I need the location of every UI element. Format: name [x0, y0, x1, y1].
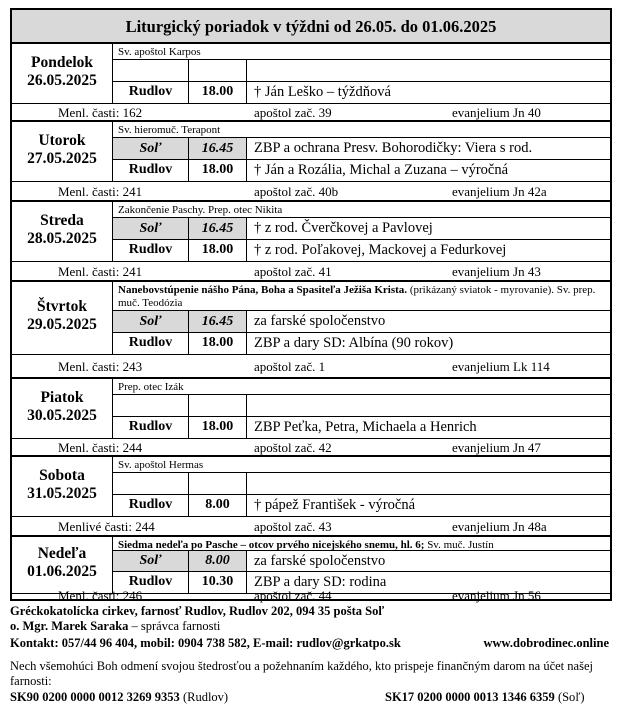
service-intention: za farské spoločenstvo	[254, 313, 386, 329]
service-time	[189, 395, 247, 416]
service-intention: † z rod. Poľakovej, Mackovej a Fedurkovej	[254, 242, 507, 258]
day-title: Streda	[40, 211, 84, 229]
reading-gospel: evanjelium Jn 43	[452, 264, 541, 279]
day-date: 28.05.2025	[27, 229, 97, 247]
day-name	[12, 212, 112, 248]
service-time: 10.30	[189, 572, 247, 593]
day-block	[12, 379, 610, 457]
reading-apostle: apoštol zač. 41	[254, 264, 332, 279]
day-title: Nedeľa	[37, 545, 87, 562]
feast-note	[112, 379, 610, 395]
service-time	[189, 60, 247, 81]
reading-apostle: apoštol zač. 39	[254, 105, 332, 120]
readings-row	[12, 516, 610, 535]
service-place: Soľ	[113, 311, 189, 332]
reading-gospel: evanjelium Jn 42a	[452, 184, 547, 199]
feast-text: Sv. muč. Justín	[427, 539, 494, 551]
day-title: Piatok	[40, 388, 84, 406]
priest-name: o. Mgr. Marek Saraka	[10, 619, 129, 633]
feast-note	[112, 457, 610, 473]
reading-parts: Menl. časti: 246	[58, 588, 143, 603]
parish-address: Gréckokatolícka cirkev, farnosť Rudlov, Rudlov 202, 094 35 pošta Soľ	[10, 604, 385, 618]
service-time: 16.45	[189, 138, 247, 159]
priest-role: – správca farnosti	[131, 619, 221, 633]
contact-info: Kontakt: 057/44 96 404, mobil: 0904 738 582, E-mail: rudlov@grkatpo.sk	[10, 636, 401, 650]
service-intention: ZBP a dary SD: Albína (90 rokov)	[254, 335, 454, 351]
reading-gospel: evanjelium Jn 40	[452, 105, 541, 120]
feast-text: Sv. hieromuč. Terapont	[118, 124, 221, 136]
bank-accounts	[10, 690, 615, 705]
service-place	[113, 60, 189, 81]
feast-title: Nanebovstúpenie nášho Pána, Boha a Spasiteľa Ježiša Krista.	[118, 284, 408, 296]
service-time: 18.00	[189, 417, 247, 438]
service-intention	[247, 473, 610, 494]
day-date: 26.05.2025	[27, 71, 97, 89]
service-place: Rudlov	[113, 495, 189, 516]
service-place: Soľ	[113, 551, 189, 571]
feast-text: Prep. otec Izák	[118, 381, 184, 393]
service-row	[112, 240, 610, 261]
service-place	[113, 395, 189, 416]
service-intention	[247, 60, 610, 81]
readings-row	[12, 438, 610, 455]
reading-apostle: apoštol zač. 42	[254, 440, 332, 455]
reading-apostle: apoštol zač. 43	[254, 519, 332, 534]
readings-row	[12, 261, 610, 280]
day-date: 27.05.2025	[27, 149, 97, 167]
day-date: 29.05.2025	[27, 316, 97, 333]
feast-note	[112, 44, 610, 60]
feast-text: Sv. apoštol Hermas	[118, 459, 204, 471]
readings-row	[12, 181, 610, 200]
priest-line	[10, 619, 615, 634]
service-intention: † z rod. Čverčkovej a Pavlovej	[254, 220, 433, 236]
feast-text: Sv. apoštol Karpos	[118, 46, 201, 58]
service-time: 8.00	[189, 551, 247, 571]
day-name	[12, 389, 112, 425]
day-date: 01.06.2025	[27, 563, 97, 580]
reading-parts: Menl. časti: 241	[58, 264, 143, 279]
reading-gospel: evanjelium Jn 48a	[452, 519, 547, 534]
service-place: Soľ	[113, 218, 189, 239]
service-intention: ZBP a dary SD: rodina	[254, 574, 387, 590]
service-time: 18.00	[189, 160, 247, 181]
service-row	[112, 160, 610, 181]
day-name	[12, 545, 112, 581]
feast-text: Zakončenie Paschy. Prep. otec Nikita	[118, 204, 283, 216]
day-block	[12, 537, 610, 603]
day-block	[12, 457, 610, 537]
service-intention: † Ján Leško – týždňová	[254, 84, 391, 100]
reading-apostle: apoštol zač. 40b	[254, 184, 339, 199]
service-intention	[247, 395, 610, 416]
reading-apostle: apoštol zač. 44	[254, 588, 332, 603]
schedule-table	[10, 8, 612, 601]
reading-parts: Menlivé časti: 244	[58, 519, 155, 534]
iban-sol-place: (Soľ)	[557, 690, 585, 704]
parish-line	[10, 604, 615, 619]
day-block	[12, 282, 610, 379]
reading-parts: Menl. časti: 162	[58, 105, 143, 120]
service-row	[112, 82, 610, 103]
service-intention: za farské spoločenstvo	[254, 553, 386, 569]
website-link[interactable]: www.dobrodinec.online	[483, 636, 609, 650]
feast-title: Siedma nedeľa po Pasche – otcov prvého nicejského snemu, hl. 6;	[118, 539, 425, 551]
service-intention: † pápež František - výročná	[254, 497, 416, 513]
service-row	[112, 333, 610, 354]
service-place: Soľ	[113, 138, 189, 159]
service-row	[112, 60, 610, 82]
schedule-title: Liturgický poriadok v týždni od 26.05. do 01.06.2025	[12, 10, 610, 44]
iban-rudlov: SK90 0200 0000 0012 3269 9353	[10, 690, 180, 704]
day-block	[12, 122, 610, 202]
readings-row	[12, 103, 610, 120]
readings-row	[12, 354, 610, 377]
reading-gospel: evanjelium Jn 56	[452, 588, 541, 603]
service-time: 16.45	[189, 311, 247, 332]
service-place: Rudlov	[113, 572, 189, 593]
feast-note	[112, 537, 610, 551]
service-time	[189, 473, 247, 494]
service-row	[112, 218, 610, 240]
feast-note	[112, 202, 610, 218]
reading-parts: Menl. časti: 244	[58, 440, 143, 455]
service-row	[112, 551, 610, 572]
service-row	[112, 417, 610, 438]
day-title: Sobota	[39, 466, 85, 484]
feast-text: (prikázaný sviatok - myrovanie). Sv. prep. muč. Teodózia	[118, 284, 596, 309]
day-block	[12, 202, 610, 282]
service-place: Rudlov	[113, 160, 189, 181]
reading-gospel: evanjelium Lk 114	[452, 359, 550, 374]
day-date: 30.05.2025	[27, 406, 97, 424]
readings-row	[12, 588, 610, 603]
service-place: Rudlov	[113, 417, 189, 438]
day-block	[12, 44, 610, 122]
feast-note	[112, 282, 610, 311]
iban-sol: SK17 0200 0000 0013 1346 6359	[385, 690, 555, 704]
service-row	[112, 495, 610, 516]
contact-line	[10, 636, 615, 651]
service-row	[112, 395, 610, 417]
reading-parts: Menl. časti: 241	[58, 184, 143, 199]
reading-gospel: evanjelium Jn 47	[452, 440, 541, 455]
day-date: 31.05.2025	[27, 484, 97, 502]
day-name	[12, 54, 112, 90]
day-name	[12, 298, 112, 334]
service-time: 18.00	[189, 240, 247, 261]
service-intention: ZBP Peťka, Petra, Michaela a Henrich	[254, 419, 477, 435]
day-title: Utorok	[38, 131, 86, 149]
thanks-text: Nech všemohúci Boh odmení svojou štedrosťou a požehnaním každého, kto prispeje finančným darom na účet našej farnosti:	[10, 659, 593, 688]
day-title: Štvrtok	[37, 298, 87, 315]
service-row	[112, 138, 610, 160]
service-time: 18.00	[189, 333, 247, 354]
service-row	[112, 311, 610, 333]
service-intention: ZBP a ochrana Presv. Bohorodičky: Viera s rod.	[254, 140, 533, 156]
iban-rudlov-place: (Rudlov)	[182, 690, 229, 704]
day-title: Pondelok	[30, 53, 93, 71]
service-place: Rudlov	[113, 82, 189, 103]
service-intention: † Ján a Rozália, Michal a Zuzana – výročná	[254, 162, 509, 178]
feast-note	[112, 122, 610, 138]
day-name	[12, 467, 112, 503]
service-row	[112, 473, 610, 495]
day-name	[12, 132, 112, 168]
service-time: 8.00	[189, 495, 247, 516]
service-time: 16.45	[189, 218, 247, 239]
reading-parts: Menl. časti: 243	[58, 359, 143, 374]
reading-apostle: apoštol zač. 1	[254, 359, 326, 374]
service-place	[113, 473, 189, 494]
service-place: Rudlov	[113, 333, 189, 354]
service-time: 18.00	[189, 82, 247, 103]
service-place: Rudlov	[113, 240, 189, 261]
